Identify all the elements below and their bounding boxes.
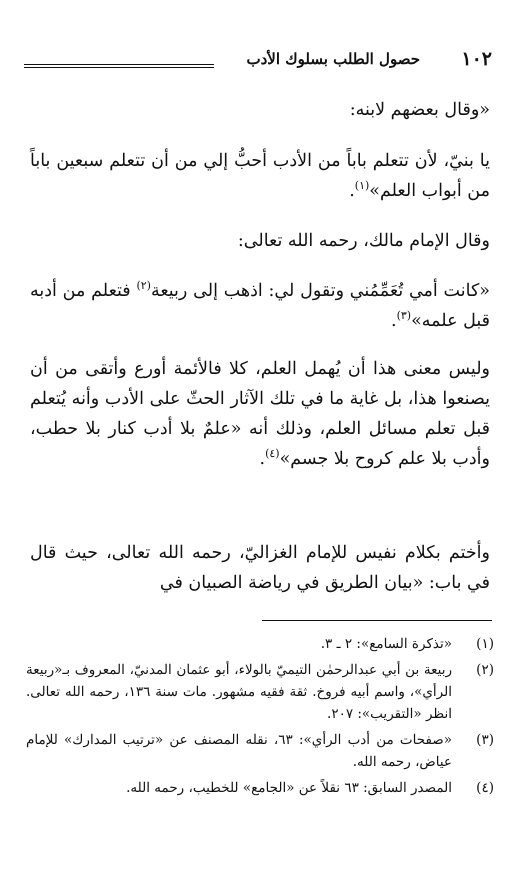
footnote-number: (٤) bbox=[476, 780, 494, 796]
footnote-text: المصدر السابق: ٦٣ نقلاً عن «الجامع» للخطيب، رحمه الله. bbox=[126, 780, 452, 796]
paragraph-4 bbox=[30, 276, 490, 336]
quote-text: فتعلم من أدبه قبل علمه» bbox=[30, 281, 490, 331]
header-rule bbox=[24, 64, 214, 65]
footnote-separator bbox=[262, 620, 492, 621]
footnote-number: (٢) bbox=[476, 662, 494, 678]
paragraph-text: وأختم بكلام نفيس للإمام الغزاليّ، رحمه الله تعالى، حيث قال في باب: «بيان الطريق في رياضة الصبيان في bbox=[30, 543, 490, 593]
quote-text: «كانت أمي تُعَمِّمُني وتقول لي: اذهب إلى ربيعة bbox=[150, 281, 490, 301]
paragraph-text: «كانت أمي تُعَمِّمُني وتقول لي: اذهب إلى ربيعة$^{(٢)}$ فتعلم من أدبه قبل علمه»$^{(٣)}$. bbox=[30, 279, 490, 331]
page-header bbox=[24, 48, 492, 72]
footnote-number: (٣) bbox=[476, 732, 494, 748]
footnote-ref: (٤) bbox=[265, 447, 280, 461]
footnote-text: «صفحات من أدب الرأي»: ٦٣، نقله المصنف عن «ترتيب المدارك» للإمام عياض، رحمه الله. bbox=[26, 732, 452, 770]
page-number: ١٠٢ bbox=[461, 48, 492, 70]
footnote-ref: (٣) bbox=[396, 309, 412, 323]
footnote-number: (١) bbox=[476, 636, 494, 652]
quote-text: يا بنيّ، لأن تتعلم باباً من الأدب أحبُّ إلي من أن تتعلم سبعين باباً من أبواب العلم» bbox=[30, 151, 490, 201]
footnote-text: «تذكرة السامع»: ٢ ـ ٣. bbox=[320, 636, 452, 652]
footnote-item bbox=[26, 729, 494, 773]
paragraph-6 bbox=[30, 538, 490, 598]
footnote-ref: (٢) bbox=[136, 279, 151, 293]
paragraph-body: وليس معنى هذا أن يُهمل العلم، كلا فالأئمة أورع وأتقى من أن يصنعوا هذا، بل غاية ما في تلك الآثار الحثّ على الأدب وأنه يُتعلم قبل تعلم مسائل العلم، وذلك أنه «علمٌ بلا أدب كنار بلا حطب، وأدب بلا علم كروح بلا جسم» bbox=[30, 359, 490, 469]
footnote-ref: (١) bbox=[354, 179, 370, 193]
header-rule bbox=[24, 67, 214, 68]
paragraph-1 bbox=[30, 95, 490, 125]
paragraph-text: وقال الإمام مالك، رحمه الله تعالى: bbox=[237, 231, 490, 251]
paragraph-5 bbox=[30, 354, 490, 474]
footnote-item bbox=[26, 659, 494, 725]
footnotes bbox=[26, 633, 494, 803]
paragraph-text: وليس معنى هذا أن يُهمل العلم، كلا فالأئمة أورع وأتقى من أن يصنعوا هذا، بل غاية ما في تلك الآثار الحثّ على الأدب وأنه يُتعلم قبل تعلم مسائل العلم، وذلك أنه «علمٌ بلا أدب كنار بلا حطب، وأدب بلا علم كروح بلا جسم»$^{(٤)}$. bbox=[30, 359, 490, 469]
paragraph-text: يا بنيّ، لأن تتعلم باباً من الأدب أحبُّ إلي من أن تتعلم سبعين باباً من أبواب العلم»$^{(١)}$. bbox=[30, 151, 490, 201]
paragraph-text: «وقال بعضهم لابنه: bbox=[349, 100, 490, 120]
footnote-item bbox=[26, 777, 494, 799]
footnote-text: ربيعة بن أبي عبدالرحمٰن التيميّ بالولاء، أبو عثمان المدنيّ، المعروف بـ«ربيعة الرأي»، واسم أبيه فروخ. ثقة فقيه مشهور. مات سنة ١٣٦، رحمه الله تعالى. انظر «التقريب»: ٢٠٧. bbox=[26, 662, 452, 722]
paragraph-2 bbox=[30, 146, 490, 206]
running-title: حصول الطلب بسلوك الأدب bbox=[246, 50, 420, 68]
paragraph-3 bbox=[30, 226, 490, 256]
footnote-item bbox=[26, 633, 494, 655]
